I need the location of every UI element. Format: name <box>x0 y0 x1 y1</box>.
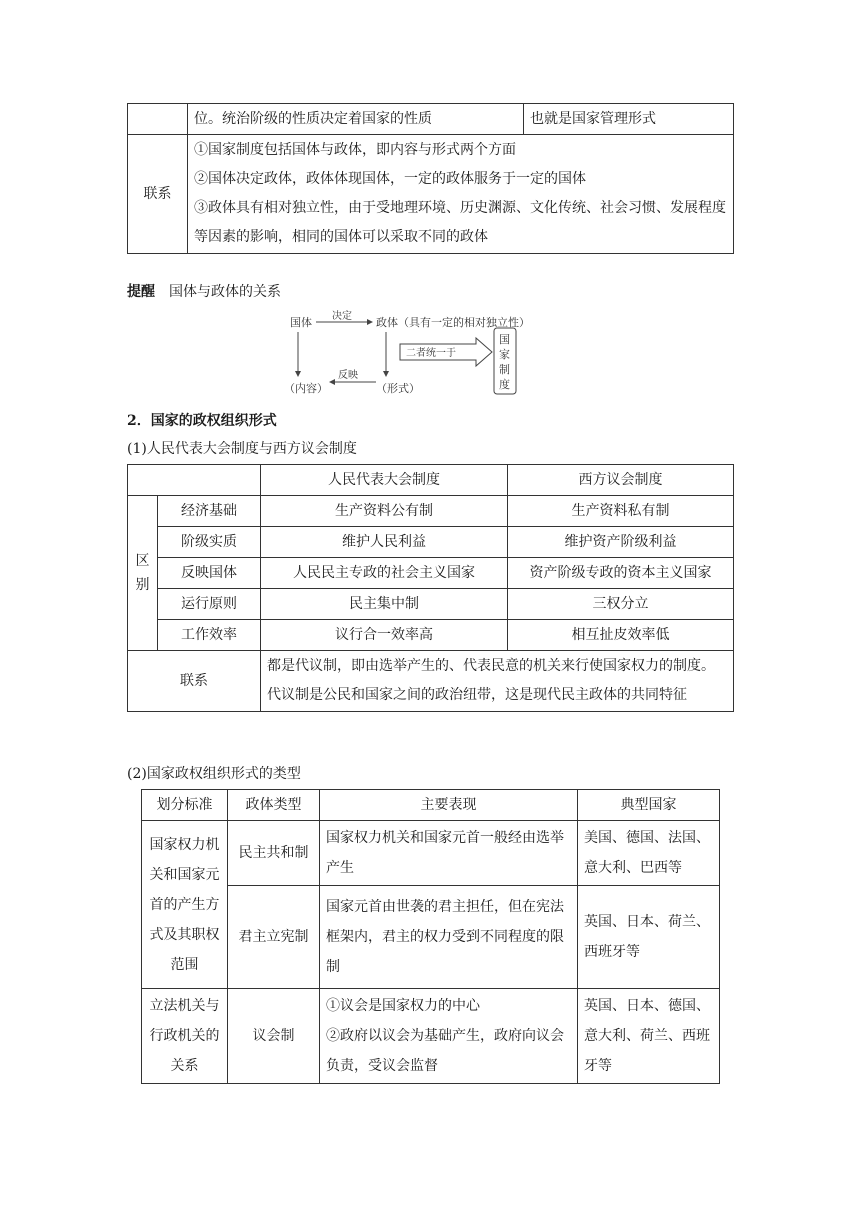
table-cell: 也就是国家管理形式 <box>524 104 734 135</box>
reminder-label: 提醒 <box>127 284 155 300</box>
table-row <box>128 558 734 589</box>
table-row <box>128 496 734 527</box>
table-cell: 位。统治阶级的性质决定着国家的性质 <box>188 104 524 135</box>
table-cell <box>128 465 261 496</box>
regime-type: 议会制 <box>228 989 320 1084</box>
table-row <box>128 620 734 651</box>
reminder <box>127 281 281 301</box>
desc-line: ②政府以议会为基础产生，政府向议会负责，受议会监督 <box>326 1028 564 1074</box>
relation-line: ①国家制度包括国体与政体，即内容与形式两个方面 <box>194 142 516 158</box>
subsection-heading: (1)人民代表大会制度与西方议会制度 <box>127 441 357 457</box>
row-label: 联系 <box>128 651 261 712</box>
box-char: 度 <box>499 378 510 391</box>
table-row <box>128 135 734 254</box>
comparison-table <box>127 464 734 712</box>
box-char: 制 <box>499 363 510 376</box>
column-header: 人民代表大会制度 <box>261 465 508 496</box>
unify-label: 二者统一于 <box>406 348 456 359</box>
decide-label: 决定 <box>332 311 352 322</box>
subsection-heading: (2)国家政权组织形式的类型 <box>127 766 301 782</box>
row-label: 工作效率 <box>158 620 261 651</box>
table-cell: 美国、德国、法国、意大利、巴西等 <box>578 821 720 886</box>
relation-line: ②国体决定政体，政体体现国体，一定的政体服务于一定的国体 <box>194 171 586 187</box>
regime-types-table <box>141 789 720 1084</box>
table-cell: 人民民主专政的社会主义国家 <box>261 558 508 589</box>
section-heading: 2．国家的政权组织形式 <box>127 413 277 429</box>
table-header-row <box>142 790 720 821</box>
relation-line: ③政体具有相对独立性，由于受地理环境、历史渊源、文化传统、社会习惯、发展程度等因素的影响，相同的国体可以采取不同的政体 <box>194 200 726 245</box>
desc-line: ①议会是国家权力的中心 <box>326 998 480 1014</box>
state-system-table <box>127 103 734 254</box>
table-cell: 国家元首由世袭的君主担任，但在宪法框架内，君主的权力受到不同程度的限制 <box>320 886 578 989</box>
table-row <box>128 589 734 620</box>
table-cell: 生产资料公有制 <box>261 496 508 527</box>
column-header: 划分标准 <box>142 790 228 821</box>
row-label: 阶级实质 <box>158 527 261 558</box>
table-cell: 相互扯皮效率低 <box>508 620 734 651</box>
table-cell <box>320 989 578 1084</box>
box-char: 家 <box>499 348 510 361</box>
difference-label: 区 别 <box>128 496 158 651</box>
row-label: 运行原则 <box>158 589 261 620</box>
reminder-text: 国体与政体的关系 <box>169 284 281 300</box>
column-header: 主要表现 <box>320 790 578 821</box>
table-cell: 三权分立 <box>508 589 734 620</box>
table-cell: 国家权力机关和国家元首一般经由选举产生 <box>320 821 578 886</box>
table-cell: 民主集中制 <box>261 589 508 620</box>
row-label: 经济基础 <box>158 496 261 527</box>
table-row <box>128 527 734 558</box>
table-row <box>142 886 720 989</box>
table-cell: 议行合一效率高 <box>261 620 508 651</box>
table-row <box>128 104 734 135</box>
relation-cell <box>188 135 734 254</box>
row-label: 联系 <box>128 135 188 254</box>
criterion-cell: 国家权力机关和国家元首的产生方式及其职权范围 <box>142 821 228 989</box>
table-cell <box>128 104 188 135</box>
zhengti-label: 政体（具有一定的相对独立性） <box>376 316 530 329</box>
row-label: 反映国体 <box>158 558 261 589</box>
box-char: 国 <box>499 333 510 346</box>
relation-diagram <box>280 308 580 408</box>
content-label: （内容） <box>284 382 328 395</box>
table-cell: 维护人民利益 <box>261 527 508 558</box>
form-label: （形式） <box>376 382 420 395</box>
table-cell: 资产阶级专政的资本主义国家 <box>508 558 734 589</box>
table-row <box>128 651 734 712</box>
table-cell: 维护资产阶级利益 <box>508 527 734 558</box>
table-header-row <box>128 465 734 496</box>
guoti-label: 国体 <box>290 316 312 329</box>
regime-type: 君主立宪制 <box>228 886 320 989</box>
criterion-cell: 立法机关与行政机关的关系 <box>142 989 228 1084</box>
table-cell: 英国、日本、荷兰、西班牙等 <box>578 886 720 989</box>
table-row <box>142 821 720 886</box>
link-cell: 都是代议制，即由选举产生的、代表民意的机关来行使国家权力的制度。代议制是公民和国家之间的政治纽带，这是现代民主政体的共同特征 <box>261 651 734 712</box>
column-header: 政体类型 <box>228 790 320 821</box>
table-cell: 生产资料私有制 <box>508 496 734 527</box>
column-header: 西方议会制度 <box>508 465 734 496</box>
table-row <box>142 989 720 1084</box>
reflect-label: 反映 <box>338 370 358 381</box>
regime-type: 民主共和制 <box>228 821 320 886</box>
table-cell: 英国、日本、德国、意大利、荷兰、西班牙等 <box>578 989 720 1084</box>
column-header: 典型国家 <box>578 790 720 821</box>
